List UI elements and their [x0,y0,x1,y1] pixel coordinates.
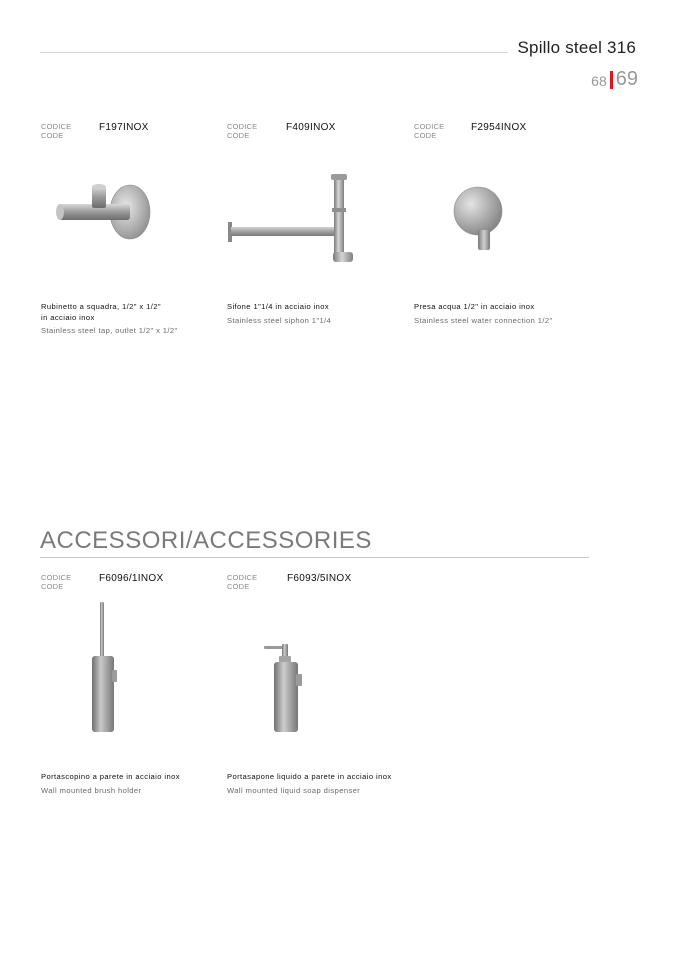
header-rule [40,52,508,53]
product-code: F6093/5INOX [287,573,352,584]
code-label: CODICE [41,122,72,131]
angle-valve-icon [50,180,160,245]
page-number-left: 68 [591,73,607,89]
product-code: F6096/1INOX [99,573,164,584]
product-code: F2954INOX [471,122,527,133]
code-label-en: CODE [227,131,250,140]
page-title: Spillo steel 316 [517,38,636,57]
page-numbers [591,68,638,91]
soap-dispenser-icon [262,642,312,734]
product-description-en: Stainless steel tap, outlet 1/2" x 1/2" [41,326,178,335]
product-description-it: Sifone 1"1/4 in acciaio inox [227,302,330,311]
product-code-block [227,573,257,591]
product-description-it-2: in acciaio inox [41,313,95,322]
code-label: CODICE [227,573,258,582]
siphon-icon [228,172,358,267]
product-code-block [414,122,444,140]
section-title: ACCESSORI/ACCESSORIES [40,527,372,554]
code-label-en: CODE [414,131,437,140]
code-label: CODICE [227,122,258,131]
product-description-en: Stainless steel siphon 1"1/4 [227,316,332,325]
code-label: CODICE [414,122,445,131]
product-description-en: Wall mounted liquid soap dispenser [227,786,361,795]
product-description-it: Rubinetto a squadra, 1/2" x 1/2" [41,302,161,311]
section-rule [40,557,589,558]
product-description-it: Portasapone liquido a parete in acciaio inox [227,772,392,781]
product-code-block [41,573,71,591]
product-description-it: Presa acqua 1/2" in acciaio inox [414,302,535,311]
page-separator [610,71,613,89]
code-label-en: CODE [227,582,250,591]
product-description-en: Wall mounted brush holder [41,786,142,795]
code-label: CODICE [41,573,72,582]
brush-holder-icon [88,602,122,734]
product-code: F197INOX [99,122,149,133]
product-description-it: Portascopino a parete in acciaio inox [41,772,180,781]
code-label-en: CODE [41,582,64,591]
product-code-block [227,122,257,140]
product-code: F409INOX [286,122,336,133]
page-number-right: 69 [615,68,638,90]
product-code-block [41,122,71,140]
code-label-en: CODE [41,131,64,140]
water-connection-icon [450,184,510,254]
product-description-en: Stainless steel water connection 1/2" [414,316,553,325]
